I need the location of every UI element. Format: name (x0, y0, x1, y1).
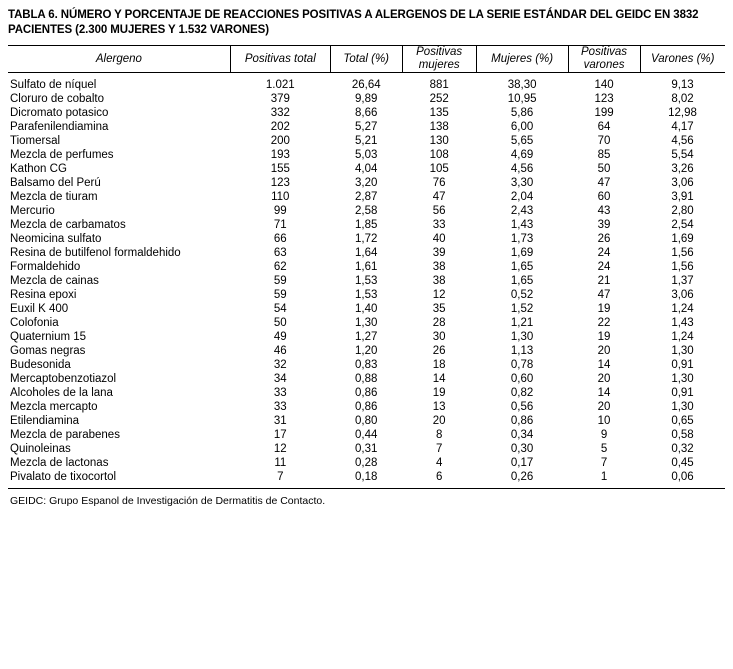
cell-allergen-name: Gomas negras (10, 345, 86, 357)
cell-value: 123 (270, 177, 290, 189)
cell-value: 1,53 (355, 289, 378, 301)
cell-allergen-name: Mezcla de tiuram (10, 191, 98, 203)
cell-value: 4,04 (355, 163, 378, 175)
table-row (8, 470, 725, 489)
table-row (8, 73, 725, 93)
cell-value: 135 (429, 107, 449, 119)
cell-value: 881 (429, 79, 449, 91)
table-row (8, 148, 725, 162)
cell-value: 14 (432, 373, 446, 385)
cell-value: 40 (432, 233, 446, 245)
cell-value: 59 (273, 275, 287, 287)
cell-value: 1,30 (671, 373, 694, 385)
column-header-positivas-mujeres: Positivas mujeres (402, 46, 476, 73)
cell-value: 130 (429, 135, 449, 147)
cell-value: 12,98 (668, 107, 697, 119)
cell-value: 1,65 (510, 261, 534, 273)
cell-value: 0,86 (510, 415, 534, 427)
cell-value: 1.021 (265, 79, 295, 91)
cell-value: 1,24 (671, 303, 694, 315)
table-row (8, 92, 725, 106)
cell-value: 12 (432, 289, 446, 301)
cell-value: 1,20 (355, 345, 378, 357)
column-header-alergeno: Alergeno (8, 46, 230, 73)
cell-allergen-name: Formaldehido (10, 261, 81, 273)
cell-value: 20 (597, 401, 611, 413)
cell-value: 9 (600, 429, 608, 441)
cell-value: 105 (429, 163, 449, 175)
table-caption-text: NÚMERO Y PORCENTAJE DE REACCIONES POSITIVAS A ALERGENOS DE LA SERIE ESTÁNDAR DEL GEIDC EN 3832 PACIENTES (2.300 MUJERES Y 1.532 VARONES) (8, 9, 699, 36)
table-row (8, 428, 725, 442)
cell-value: 64 (597, 121, 611, 133)
cell-value: 3,06 (671, 289, 694, 301)
cell-value: 0,91 (671, 359, 694, 371)
cell-value: 71 (273, 219, 287, 231)
table-row (8, 190, 725, 204)
cell-value: 85 (597, 149, 611, 161)
table-row (8, 246, 725, 260)
cell-value: 0,86 (355, 387, 378, 399)
cell-value: 1,43 (510, 219, 534, 231)
column-header-positivas-total: Positivas total (230, 46, 330, 73)
table-row (8, 162, 725, 176)
cell-value: 28 (432, 317, 446, 329)
cell-value: 47 (432, 191, 446, 203)
table-row (8, 344, 725, 358)
cell-value: 155 (270, 163, 290, 175)
cell-value: 0,34 (510, 429, 534, 441)
cell-value: 39 (432, 247, 446, 259)
cell-value: 0,26 (476, 470, 568, 489)
cell-allergen-name: Dicromato potasico (10, 107, 109, 119)
cell-value: 1,13 (510, 345, 534, 357)
table-row (8, 372, 725, 386)
column-header-total-pct: Total (%) (330, 46, 402, 73)
table-caption (8, 8, 725, 37)
cell-value: 33 (273, 401, 287, 413)
cell-allergen-name: Mezcla de carbamatos (10, 219, 126, 231)
cell-value: 20 (597, 345, 611, 357)
cell-value: 19 (597, 303, 611, 315)
table-row (8, 274, 725, 288)
table-row (8, 260, 725, 274)
cell-value: 38,30 (507, 79, 537, 91)
cell-allergen-name: Neomicina sulfato (10, 233, 102, 245)
cell-value: 200 (270, 135, 290, 147)
cell-allergen-name: Mezcla de lactonas (10, 457, 109, 469)
cell-value: 11 (274, 457, 287, 469)
cell-value: 1,85 (355, 219, 378, 231)
cell-value: 8,66 (355, 107, 378, 119)
cell-value: 39 (597, 219, 611, 231)
column-header-mujeres-pct: Mujeres (%) (476, 46, 568, 73)
cell-value: 1,64 (355, 247, 378, 259)
cell-allergen-name: Budesonida (10, 359, 71, 371)
cell-value: 1,30 (671, 401, 694, 413)
cell-value: 1,65 (510, 275, 534, 287)
cell-value: 1,43 (671, 317, 694, 329)
table-row (8, 456, 725, 470)
cell-value: 0,82 (510, 387, 534, 399)
cell-value: 1,69 (510, 247, 534, 259)
cell-value: 1,61 (355, 261, 378, 273)
cell-value: 2,04 (510, 191, 534, 203)
cell-value: 0,65 (671, 415, 694, 427)
cell-allergen-name: Cloruro de cobalto (10, 93, 104, 105)
cell-value: 17 (273, 429, 287, 441)
cell-value: 47 (597, 289, 611, 301)
cell-value: 3,20 (355, 177, 378, 189)
cell-value: 14 (597, 387, 611, 399)
table-row (8, 414, 725, 428)
cell-value: 2,43 (510, 205, 534, 217)
cell-value: 379 (270, 93, 290, 105)
table-row (8, 232, 725, 246)
cell-allergen-name: Kathon CG (10, 163, 67, 175)
cell-allergen-name: Mezcla de parabenes (10, 429, 120, 441)
cell-value: 26 (432, 345, 446, 357)
column-header-positivas-varones: Positivas varones (568, 46, 640, 73)
cell-value: 2,87 (355, 191, 378, 203)
cell-value: 0,06 (640, 470, 725, 489)
cell-value: 63 (273, 247, 287, 259)
allergen-results-table (8, 45, 725, 489)
cell-value: 20 (597, 373, 611, 385)
cell-value: 140 (594, 79, 614, 91)
cell-value: 8 (435, 429, 443, 441)
cell-value: 0,78 (510, 359, 534, 371)
cell-value: 0,44 (355, 429, 378, 441)
cell-value: 5,65 (510, 135, 534, 147)
cell-value: 7 (600, 457, 608, 469)
cell-allergen-name: Mezcla de cainas (10, 275, 99, 287)
cell-value: 0,52 (510, 289, 534, 301)
cell-value: 4,56 (671, 135, 694, 147)
cell-value: 1,53 (355, 275, 378, 287)
cell-allergen-name: Resina de butilfenol formaldehido (10, 247, 181, 259)
cell-value: 108 (429, 149, 449, 161)
cell-value: 3,06 (671, 177, 694, 189)
cell-value: 47 (597, 177, 611, 189)
table-footnote: GEIDC: Grupo Espanol de Investigación de Dermatitis de Contacto. (10, 495, 326, 507)
cell-value: 138 (429, 121, 449, 133)
cell-value: 6,00 (510, 121, 534, 133)
cell-value: 1,52 (510, 303, 534, 315)
cell-value: 19 (597, 331, 611, 343)
cell-allergen-name: Euxil K 400 (10, 303, 69, 315)
cell-value: 332 (270, 107, 290, 119)
cell-value: 12 (273, 443, 287, 455)
table-row (8, 400, 725, 414)
cell-value: 19 (432, 387, 446, 399)
cell-value: 1,40 (355, 303, 378, 315)
cell-allergen-name: Balsamo del Perú (10, 177, 101, 189)
table-row (8, 386, 725, 400)
cell-value: 33 (273, 387, 287, 399)
cell-allergen-name: Mezcla de perfumes (10, 149, 114, 161)
cell-value: 1,56 (671, 261, 694, 273)
cell-value: 1,24 (671, 331, 694, 343)
cell-value: 56 (432, 205, 446, 217)
cell-value: 10,95 (507, 93, 537, 105)
cell-value: 1,37 (671, 275, 694, 287)
cell-value: 26 (597, 233, 611, 245)
cell-value: 1,69 (671, 233, 694, 245)
cell-value: 1,73 (510, 233, 534, 245)
cell-allergen-name: Etilendiamina (10, 415, 80, 427)
cell-value: 1,56 (671, 247, 694, 259)
table-body (8, 73, 725, 489)
cell-value: 49 (273, 331, 287, 343)
cell-allergen-name: Quaternium 15 (10, 331, 87, 343)
cell-value: 1,72 (355, 233, 378, 245)
cell-value: 0,60 (510, 373, 534, 385)
cell-value: 1,30 (355, 317, 378, 329)
cell-value: 1 (568, 470, 640, 489)
cell-value: 50 (597, 163, 611, 175)
table-caption-label: TABLA 6. (8, 9, 58, 21)
cell-value: 0,80 (355, 415, 378, 427)
cell-value: 202 (270, 121, 290, 133)
cell-value: 0,18 (330, 470, 402, 489)
column-header-varones-pct: Varones (%) (640, 46, 725, 73)
cell-value: 7 (230, 470, 330, 489)
cell-value: 60 (597, 191, 611, 203)
cell-value: 252 (429, 93, 449, 105)
cell-value: 0,83 (355, 359, 378, 371)
cell-value: 1,21 (510, 317, 534, 329)
cell-value: 0,56 (510, 401, 534, 413)
cell-allergen-name: Parafenilendiamina (10, 121, 109, 133)
cell-value: 110 (271, 191, 290, 203)
cell-value: 2,54 (671, 219, 694, 231)
cell-value: 54 (273, 303, 287, 315)
cell-allergen-name: Quinoleinas (10, 443, 71, 455)
cell-value: 6 (402, 470, 476, 489)
cell-value: 4,69 (510, 149, 534, 161)
cell-value: 0,58 (671, 429, 694, 441)
cell-value: 76 (432, 177, 446, 189)
cell-value: 0,17 (510, 457, 534, 469)
cell-value: 43 (597, 205, 611, 217)
cell-value: 2,58 (355, 205, 378, 217)
cell-value: 0,45 (671, 457, 694, 469)
cell-value: 3,91 (671, 191, 694, 203)
cell-value: 7 (435, 443, 443, 455)
cell-value: 3,30 (510, 177, 534, 189)
cell-value: 50 (273, 317, 287, 329)
cell-value: 8,02 (671, 93, 694, 105)
cell-value: 35 (432, 303, 446, 315)
cell-value: 70 (597, 135, 611, 147)
cell-value: 66 (273, 233, 287, 245)
cell-allergen-name: Resina epoxi (10, 289, 77, 301)
cell-value: 3,26 (671, 163, 694, 175)
cell-value: 5,27 (355, 121, 378, 133)
cell-value: 20 (432, 415, 446, 427)
cell-value: 2,80 (671, 205, 694, 217)
cell-value: 21 (597, 275, 611, 287)
table-row (8, 218, 725, 232)
cell-allergen-name: Tiomersal (10, 135, 61, 147)
cell-value: 4,56 (510, 163, 534, 175)
table-row (8, 358, 725, 372)
cell-value: 1,27 (355, 331, 378, 343)
cell-value: 31 (273, 415, 287, 427)
cell-value: 13 (432, 401, 446, 413)
cell-value: 59 (273, 289, 287, 301)
cell-value: 46 (273, 345, 287, 357)
cell-value: 34 (273, 373, 287, 385)
cell-value: 193 (270, 149, 290, 161)
cell-value: 1,30 (510, 331, 534, 343)
cell-allergen-name: Colofonia (10, 317, 59, 329)
cell-value: 4,17 (671, 121, 694, 133)
cell-allergen-name: Mercurio (10, 205, 55, 217)
table-row (8, 288, 725, 302)
table-row (8, 134, 725, 148)
cell-value: 32 (273, 359, 287, 371)
cell-value: 1,30 (671, 345, 694, 357)
cell-value: 199 (594, 107, 614, 119)
cell-value: 0,30 (510, 443, 534, 455)
cell-value: 0,91 (671, 387, 694, 399)
cell-value: 5 (600, 443, 608, 455)
cell-value: 30 (432, 331, 446, 343)
cell-value: 5,21 (355, 135, 378, 147)
cell-value: 38 (432, 275, 446, 287)
cell-value: 0,88 (355, 373, 378, 385)
table-row (8, 106, 725, 120)
cell-allergen-name: Alcoholes de la lana (10, 387, 113, 399)
cell-value: 10 (597, 415, 611, 427)
table-row (8, 120, 725, 134)
table-header (8, 46, 725, 73)
table-row (8, 204, 725, 218)
cell-value: 62 (273, 261, 287, 273)
cell-value: 5,03 (355, 149, 378, 161)
cell-value: 22 (597, 317, 611, 329)
cell-value: 14 (597, 359, 611, 371)
table-row (8, 176, 725, 190)
cell-value: 5,86 (510, 107, 534, 119)
cell-value: 99 (273, 205, 287, 217)
cell-value: 33 (432, 219, 446, 231)
cell-allergen-name: Mezcla mercapto (10, 401, 98, 413)
cell-value: 24 (597, 247, 611, 259)
cell-allergen-name: Sulfato de níquel (10, 79, 97, 91)
cell-value: 9,13 (671, 79, 694, 91)
table-row (8, 442, 725, 456)
cell-value: 18 (432, 359, 446, 371)
cell-value: 24 (597, 261, 611, 273)
cell-value: 26,64 (351, 79, 381, 91)
table-row (8, 302, 725, 316)
cell-allergen-name: Mercaptobenzotiazol (10, 373, 117, 385)
cell-value: 4 (435, 457, 443, 469)
cell-value: 9,89 (355, 93, 378, 105)
table-row (8, 316, 725, 330)
cell-allergen-name: Pivalato de tixocortol (8, 470, 230, 489)
table-row (8, 330, 725, 344)
cell-value: 0,86 (355, 401, 378, 413)
cell-value: 5,54 (671, 149, 694, 161)
cell-value: 38 (432, 261, 446, 273)
cell-value: 0,28 (355, 457, 378, 469)
cell-value: 123 (594, 93, 614, 105)
cell-value: 0,32 (671, 443, 694, 455)
cell-value: 0,31 (355, 443, 378, 455)
